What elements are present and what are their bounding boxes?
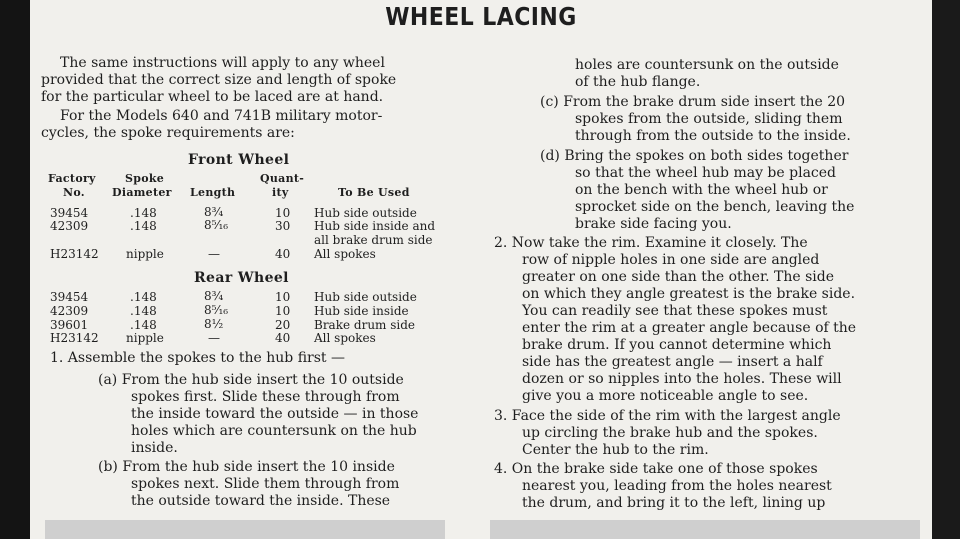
text-line: up circling the brake hub and the spokes.: [522, 425, 818, 441]
right-dark-border: [932, 0, 960, 539]
cell-no: H23142: [50, 247, 99, 261]
intro-line: The same instructions will apply to any wheel: [60, 55, 385, 71]
cell-dia: .148: [130, 206, 157, 220]
text-line: 2. Now take the rim. Examine it closely. The: [494, 235, 808, 251]
col-quantity-ity: ity: [272, 186, 289, 199]
cell-len: —: [208, 247, 220, 261]
text-line: (b) From the hub side insert the 10 inside: [98, 459, 395, 475]
text-line: inside.: [131, 440, 178, 456]
text-line: 4. On the brake side take one of those spokes: [494, 461, 818, 477]
cell-len: 8½: [204, 317, 224, 331]
cell-len: 8⁵⁄₁₆: [204, 218, 229, 232]
text-line: You can readily see that these spokes must: [522, 303, 828, 319]
intro-line: provided that the correct size and length of spoke: [41, 72, 397, 88]
left-dark-border: [0, 0, 30, 539]
text-line: Center the hub to the rim.: [522, 442, 709, 458]
col-quantity: Quant-: [260, 172, 305, 185]
cell-use: Hub side inside and: [314, 219, 436, 233]
text-line: give you a more noticeable angle to see.: [522, 388, 809, 404]
col-diameter: Diameter: [112, 186, 172, 199]
col-factory: Factory: [48, 172, 96, 185]
text-line: the inside toward the outside — in those: [131, 406, 419, 422]
text-line: spokes from the outside, sliding them: [575, 111, 843, 127]
text-line: of the hub flange.: [575, 74, 701, 90]
text-line: the outside toward the inside. These: [131, 493, 391, 509]
text-line: brake drum. If you cannot determine which: [522, 337, 832, 353]
front-wheel-heading: Front Wheel: [188, 152, 290, 168]
rear-wheel-heading: Rear Wheel: [194, 270, 289, 286]
photo-strip-right: [490, 520, 920, 539]
cell-len: 8⁵⁄₁₆: [204, 303, 229, 317]
text-line: side has the greatest angle — insert a half: [522, 354, 823, 370]
text-line: holes which are countersunk on the hub: [131, 423, 417, 439]
cell-dia: .148: [130, 304, 157, 318]
cell-no: H23142: [50, 331, 99, 345]
cell-qty: 40: [275, 247, 291, 261]
text-line: the drum, and bring it to the left, lining up: [522, 495, 826, 511]
document-page: [30, 0, 932, 539]
cell-dia: .148: [130, 219, 157, 233]
col-spoke: Spoke: [125, 172, 165, 185]
cell-qty: 30: [275, 219, 291, 233]
cell-qty: 40: [275, 331, 291, 345]
text-line: (a) From the hub side insert the 10 outside: [98, 372, 404, 388]
intro-line: cycles, the spoke requirements are:: [41, 125, 295, 141]
col-to-be-used: To Be Used: [338, 186, 410, 199]
text-line: nearest you, leading from the holes nearest: [522, 478, 832, 494]
text-line: through from the outside to the inside.: [575, 128, 851, 144]
cell-qty: 10: [275, 290, 291, 304]
text-line: brake side facing you.: [575, 216, 732, 232]
text-line: enter the rim at a greater angle because of the: [522, 320, 857, 336]
cell-qty: 10: [275, 304, 291, 318]
cell-qty: 20: [275, 318, 291, 332]
text-line: (d) Bring the spokes on both sides together: [540, 148, 849, 164]
text-line: spokes next. Slide them through from: [131, 476, 400, 492]
cell-len: 8¾: [204, 205, 224, 219]
cell-use: All spokes: [314, 247, 376, 261]
text-line: so that the wheel hub may be placed: [575, 165, 837, 181]
col-length: Length: [190, 186, 236, 199]
text-line: spokes first. Slide these through from: [131, 389, 400, 405]
cell-len: —: [208, 331, 220, 345]
intro-line: for the particular wheel to be laced are at hand.: [41, 89, 384, 105]
text-line: 3. Face the side of the rim with the largest angle: [494, 408, 841, 424]
text-line: 1. Assemble the spokes to the hub first —: [50, 350, 345, 366]
text-line: dozen or so nipples into the holes. These will: [522, 371, 842, 387]
text-line: holes are countersunk on the outside: [575, 57, 839, 73]
cell-no: 39454: [50, 290, 89, 304]
text-line: sprocket side on the bench, leaving the: [575, 199, 855, 215]
cell-use: all brake drum side: [314, 233, 433, 247]
cell-dia: .148: [130, 290, 157, 304]
cell-no: 42309: [50, 304, 89, 318]
text-line: (c) From the brake drum side insert the 20: [540, 94, 846, 110]
cell-use: Hub side outside: [314, 206, 417, 220]
text-line: on the bench with the wheel hub or: [575, 182, 828, 198]
col-factory-no: No.: [63, 186, 85, 199]
text-line: on which they angle greatest is the brake side.: [522, 286, 856, 302]
intro-line: For the Models 640 and 741B military motor-: [60, 108, 383, 124]
page-title: WHEEL LACING: [385, 2, 577, 31]
cell-no: 39601: [50, 318, 89, 332]
cell-use: Hub side inside: [314, 304, 409, 318]
cell-use: All spokes: [314, 331, 376, 345]
cell-no: 39454: [50, 206, 89, 220]
cell-dia: .148: [130, 318, 157, 332]
cell-dia: nipple: [126, 247, 164, 261]
cell-dia: nipple: [126, 331, 164, 345]
cell-use: Brake drum side: [314, 318, 416, 332]
text-line: row of nipple holes in one side are angled: [522, 252, 820, 268]
cell-no: 42309: [50, 219, 89, 233]
cell-qty: 10: [275, 206, 291, 220]
cell-len: 8¾: [204, 289, 224, 303]
cell-use: Hub side outside: [314, 290, 417, 304]
text-line: greater on one side than the other. The side: [522, 269, 835, 285]
photo-strip-left: [45, 520, 445, 539]
